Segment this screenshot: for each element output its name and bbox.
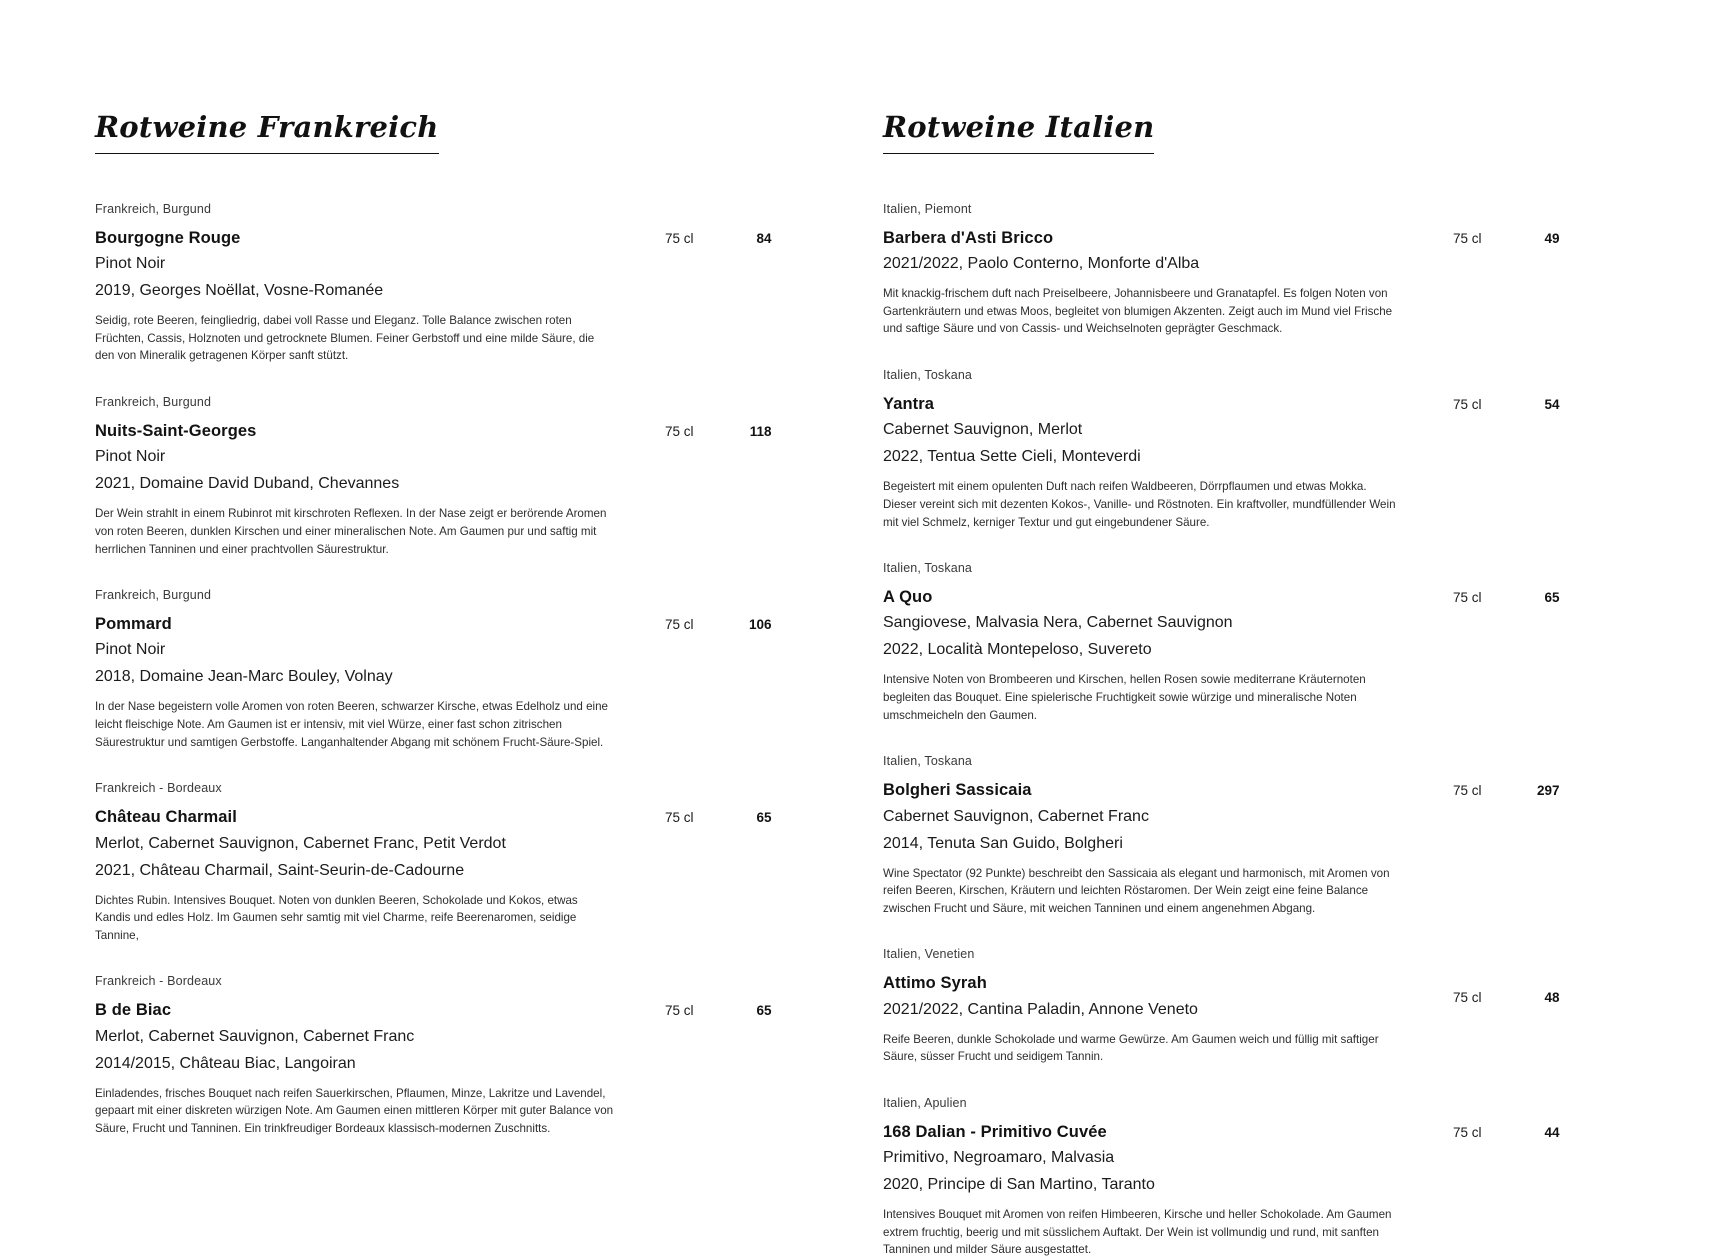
wine-name: Nuits-Saint-Georges [95,422,257,441]
wine-name: Barbera d'Asti Bricco [883,229,1054,247]
wine-region: Italien, Toskana [883,754,973,769]
wine-grapes: Merlot, Cabernet Sauvignon, Cabernet Franc [95,1027,415,1045]
wine-producer: 2021/2022, Paolo Conterno, Monforte d'Alba [883,255,1200,273]
column-italy [883,110,1583,1257]
wine-description: Wine Spectator (92 Punkte) beschreibt den Sassicaia als elegant und harmonisch, mit Aromen von reifen Beeren, Kirschen, Kräutern und leichten Röstaromen. Der Wein zeigt eine feine Balance zwischen Frucht und Säure, mit weichen Tanninen und einem angenehmen Abgang. [883,866,1390,915]
wine-bottle-size: 75 cl [1453,231,1482,246]
wine-price: 118 [749,424,772,440]
wine-producer: 2020, Principe di San Martino, Taranto [883,1176,1155,1194]
wine-region: Italien, Venetien [883,947,975,962]
wine-price-block [645,810,795,825]
wine-price-block [645,231,795,246]
wine-price-block [645,424,795,439]
wine-details [883,972,1433,1021]
wine-name: A Quo [883,588,933,607]
wine-name: Bolgheri Sassicaia [883,781,1032,800]
wine-header-row [883,779,1583,855]
wine-details [95,613,645,689]
wine-details [95,806,645,882]
entry-list-italy [883,202,1583,1259]
wine-bottle-size: 75 cl [1453,1124,1482,1140]
wine-description: Seidig, rote Beeren, feingliedrig, dabei voll Rasse und Eleganz. Tolle Balance zwischen roten Früchten, Cassis, Holznoten und getrocknete Blumen. Feiner Gerbstoff und eine milde Säure, die den von Mineralik getragenen Körper sanft stützt. [95,314,595,363]
wine-region: Italien, Toskana [883,561,973,576]
wine-grapes: Primitivo, Negroamaro, Malvasia [883,1149,1115,1167]
wine-producer: 2022, Tentua Sette Cieli, Monteverdi [883,448,1141,466]
wine-region: Italien, Piemont [883,202,972,216]
wine-producer: 2019, Georges Noëllat, Vosne-Romanée [95,282,384,300]
wine-entry [95,781,795,944]
wine-header-row [95,999,795,1075]
wine-details [883,779,1433,855]
wine-producer: 2014, Tenuta San Guido, Bolgheri [883,834,1123,852]
wine-entry [883,202,1583,338]
wine-price: 44 [1544,1124,1560,1140]
wine-price-block [1433,231,1583,246]
wine-price-block [645,617,795,632]
wine-region: Italien, Toskana [883,368,973,383]
wine-description: Begeistert mit einem opulenten Duft nach reifen Waldbeeren, Dörrpflaumen und etwas Mokka. Dieser vereint sich mit dezenten Kokos-, Vanille- und Röstnoten. Ein kraftvoller, mundfüllender Wein mit viel Schmelz, kerniger Textur und gut eingebundener Säure. [883,480,1396,529]
wine-price: 49 [1544,231,1560,246]
wine-details [883,586,1433,662]
wine-grapes: Cabernet Sauvignon, Merlot [883,421,1083,439]
wine-details [883,227,1433,276]
entry-list-france [95,202,795,1137]
wine-name: B de Biac [95,1001,172,1020]
wine-entry [883,368,1583,531]
wine-name: 168 Dalian - Primitivo Cuvée [883,1122,1107,1141]
column-france [95,110,795,1222]
wine-bottle-size: 75 cl [1453,989,1482,1005]
wine-bottle-size: 75 cl [1453,590,1482,606]
wine-header-row [883,393,1583,469]
wine-price-block [1433,590,1583,605]
wine-grapes: Cabernet Sauvignon, Cabernet Franc [883,807,1149,825]
wine-grapes: Merlot, Cabernet Sauvignon, Cabernet Franc, Petit Verdot [95,834,506,852]
wine-description: In der Nase begeistern volle Aromen von roten Beeren, schwarzer Kirsche, etwas Edelholz und eine leicht fleischige Note. Am Gaumen ist er intensiv, mit viel Würze, einer fast schon zitrischen Säurestruktur und samtigen Gerbstoffe. Langanhaltender Abgang mit schönem Frucht-Säure-Spiel. [95,700,608,749]
wine-bottle-size: 75 cl [665,1003,694,1019]
wine-grapes: Pinot Noir [95,448,166,466]
wine-entry [95,202,795,365]
wine-bottle-size: 75 cl [665,617,694,633]
section-title-france: Rotweine Frankreich [95,110,439,154]
wine-producer: 2014/2015, Château Biac, Langoiran [95,1054,356,1072]
wine-entry [95,588,795,751]
wine-producer: 2021, Château Charmail, Saint-Seurin-de-Cadourne [95,861,465,879]
wine-producer: 2021, Domaine David Duband, Chevannes [95,475,400,493]
wine-bottle-size: 75 cl [1453,783,1482,799]
wine-price-block [1433,990,1583,1005]
wine-header-row [95,420,795,496]
wine-bottle-size: 75 cl [665,231,694,246]
wine-region: Frankreich, Burgund [95,202,212,216]
wine-name: Pommard [95,615,172,634]
wine-description: Dichtes Rubin. Intensives Bouquet. Noten von dunklen Beeren, Schokolade und Kokos, etwas Kandis und edles Holz. Im Gaumen sehr samtig mit viel Charme, reife Beerenaromen, seidige Tannine, [95,893,578,942]
wine-header-row [883,227,1583,276]
wine-entry [883,947,1583,1065]
wine-region: Frankreich - Bordeaux [95,781,222,796]
wine-bottle-size: 75 cl [1453,397,1482,413]
wine-description: Einladendes, frisches Bouquet nach reifen Sauerkirschen, Pflaumen, Minze, Lakritze und Lavendel, gepaart mit einer diskreten würzigen Note. Am Gaumen einen mittleren Körper mit guter Balance von Säure, Frucht und Tanninen. Ein trinkfreudiger Bordeaux klassisch-modernen Zuschnitts. [95,1086,614,1135]
wine-price: 84 [756,231,772,246]
wine-region: Frankreich - Bordeaux [95,974,222,989]
wine-region: Italien, Apulien [883,1095,967,1110]
wine-description: Mit knackig-frischem duft nach Preiselbeere, Johannisbeere und Granatapfel. Es folgen Noten von Gartenkräutern und etwas Moos, begleitet von blumigen Akzenten. Zeigt auch im Mund viel Frische und saftige Säure und von Cassis- und Weichselnoten geprägter Geschmack. [883,287,1393,336]
wine-description: Intensives Bouquet mit Aromen von reifen Himbeeren, Kirsche und heller Schokolade. Am Gaumen extrem fruchtig, beerig und mit süsslichem Auftakt. Der Wein ist vollmundig und rund, mit sanften Tanninen und milder Säure ausgestattet. [883,1208,1392,1257]
wine-description: Intensive Noten von Brombeeren und Kirschen, hellen Rosen sowie mediterrane Kräuternoten begleiten das Bouquet. Eine spielerische Fruchtigkeit sowie würzige und mineralische Noten umschmeicheln den Gaumen. [883,673,1366,722]
wine-price: 106 [749,617,772,633]
wine-name: Attimo Syrah [883,974,987,993]
wine-entry [883,561,1583,724]
wine-details [95,420,645,496]
wine-details [95,999,645,1075]
wine-name: Yantra [883,395,935,414]
wine-grapes: Pinot Noir [95,641,166,659]
wine-price-block [1433,397,1583,412]
wine-region: Frankreich, Burgund [95,395,212,410]
wine-header-row [95,227,795,303]
wine-grapes: Pinot Noir [95,255,166,273]
wine-header-row [883,972,1583,1021]
wine-price-block [1433,783,1583,798]
wine-producer: 2021/2022, Cantina Paladin, Annone Veneto [883,1000,1198,1018]
wine-entry [883,1096,1583,1259]
section-title-italy: Rotweine Italien [883,110,1154,154]
wine-name: Bourgogne Rouge [95,229,241,247]
wine-description: Reife Beeren, dunkle Schokolade und warme Gewürze. Am Gaumen weich und füllig mit saftiger Säure, süsser Frucht und seidigem Tannin. [883,1032,1379,1064]
wine-price-block [1433,1125,1583,1140]
wine-header-row [95,613,795,689]
wine-details [883,393,1433,469]
wine-bottle-size: 75 cl [665,810,694,826]
wine-producer: 2018, Domaine Jean-Marc Bouley, Volnay [95,668,393,686]
wine-price: 65 [1544,590,1560,606]
wine-price-block [645,1003,795,1018]
wine-header-row [883,1121,1583,1197]
wine-bottle-size: 75 cl [665,424,694,440]
wine-name: Château Charmail [95,808,237,827]
wine-description: Der Wein strahlt in einem Rubinrot mit kirschroten Reflexen. In der Nase zeigt er berörende Aromen von roten Beeren, dunklen Kirschen und einer mineralischen Note. Am Gaumen pur und saftig mit herrlichen Tanninen und einer prachtvollen Säurestruktur. [95,507,607,556]
wine-header-row [883,586,1583,662]
wine-header-row [95,806,795,882]
wine-price: 65 [756,1003,772,1019]
wine-price: 54 [1544,397,1560,413]
wine-entry [95,395,795,558]
wine-details [883,1121,1433,1197]
wine-region: Frankreich, Burgund [95,588,212,603]
wine-entry [883,754,1583,917]
wine-grapes: Sangiovese, Malvasia Nera, Cabernet Sauvignon [883,614,1233,632]
wine-entry [95,974,795,1137]
wine-price: 65 [756,810,772,826]
wine-price: 48 [1544,989,1560,1005]
wine-price: 297 [1537,783,1560,799]
wine-producer: 2022, Località Montepeloso, Suvereto [883,641,1152,659]
wine-details [95,227,645,303]
